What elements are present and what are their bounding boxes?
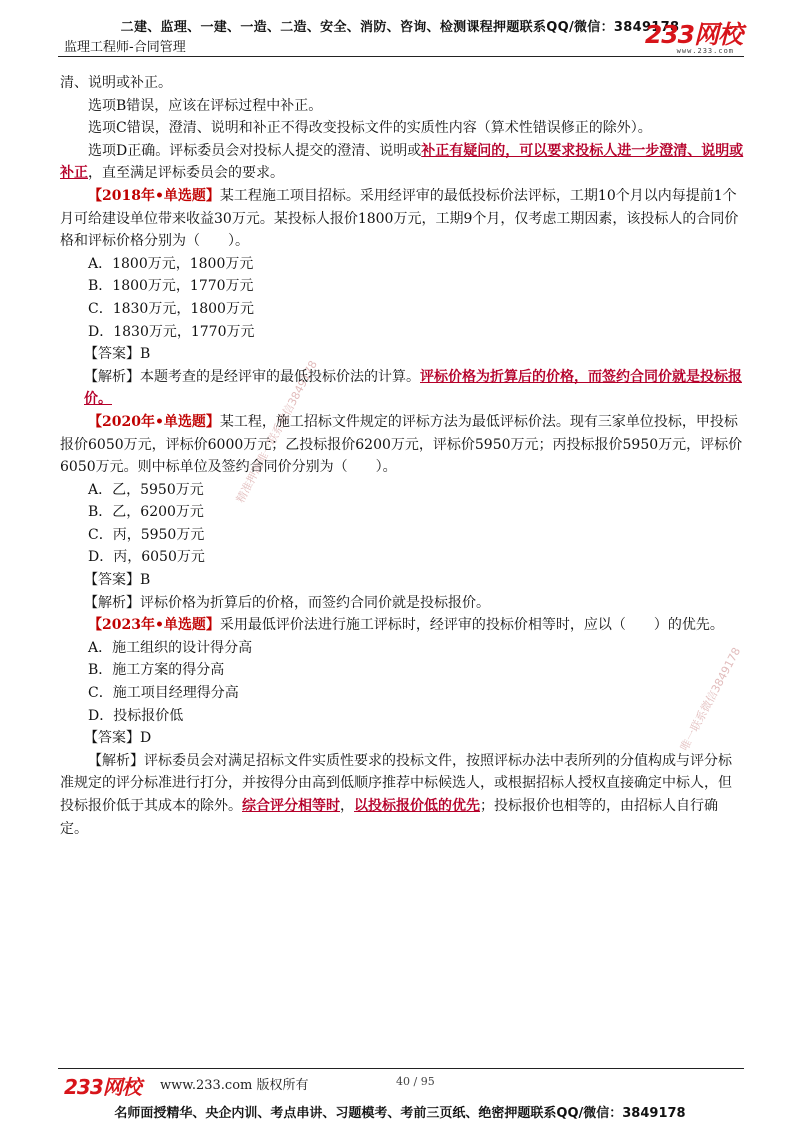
highlighted-text: 评标价格为折算后的价格，而签约合同价就是投标报价。 [84, 368, 742, 408]
option: A．1800万元，1800万元 [88, 255, 254, 272]
option: B．1800万元，1770万元 [88, 278, 254, 295]
answer: 【答案】D [84, 730, 152, 747]
answer: 【答案】B [84, 346, 151, 363]
question-tag: 【2018年•单选题】 [88, 187, 220, 204]
document-body [60, 72, 744, 840]
option: D．投标报价低 [88, 707, 184, 724]
question-text: 某工程施工项目招标。采用经评审的最低投标价法评标，工期10个月以内每提前1个月可给建设单位带来收益30万元。某投标人报价1800万元，工期9个月，仅考虑工期因素，该投标人的合同价格和评标价格分别为（ ）。 [60, 187, 739, 250]
question-stem [60, 411, 744, 479]
question-tag: 【2020年•单选题】 [88, 413, 220, 430]
answer: 【答案】B [84, 572, 151, 589]
text-run: 【解析】本题考查的是经评审的最低投标价法的计算。 [84, 368, 420, 385]
option: A．乙，5950万元 [88, 481, 204, 498]
brand-logo: 233网校 [644, 20, 742, 49]
text-run: ；投标报价也相等的，由招标人自行确定。 [60, 798, 718, 837]
footer-divider [58, 1068, 744, 1069]
question-stem [60, 614, 744, 637]
question-stem [60, 185, 744, 253]
brand-logo-url: www.233.com [676, 47, 734, 55]
header-divider [58, 56, 744, 57]
option: C．丙，5950万元 [88, 526, 205, 543]
analysis: 【解析】评标价格为折算后的价格，而签约合同价就是投标报价。 [84, 594, 490, 611]
option: C．施工项目经理得分高 [88, 685, 239, 702]
highlighted-text: 综合评分相等时 [242, 798, 340, 814]
footer-contact-line: 名师面授精华、央企内训、考点串讲、习题模考、考前三页纸、绝密押题联系QQ/微信：3849178 [114, 1106, 686, 1121]
question-text: 某工程，施工招标文件规定的评标方法为最低评标价法。现有三家单位投标，甲投标报价6050万元，评标价6000万元；乙投标报价6200万元，评标价5950万元；丙投标报价5950万元，评标价6050万元。则中标单位及签约合同价分别为（ ）。 [60, 413, 743, 476]
option: B．施工方案的得分高 [88, 662, 225, 679]
option: D．1830万元，1770万元 [88, 323, 255, 340]
highlighted-text: 以投标报价低的优先 [354, 798, 480, 814]
paragraph [60, 140, 744, 185]
paragraph: 选项B错误，应该在评标过程中补正。 [88, 97, 323, 114]
footer-copyright: www.233.com 版权所有 [160, 1078, 309, 1093]
watermark: 唯一联系微信3849178 [677, 645, 744, 754]
question-tag: 【2023年•单选题】 [88, 617, 220, 634]
option: B．乙，6200万元 [88, 504, 204, 521]
footer-brand-logo: 233网校 [64, 1075, 141, 1099]
text-run: ，直至满足评标委员会的要求。 [88, 165, 284, 182]
analysis [60, 366, 744, 411]
analysis [60, 750, 744, 840]
paragraph: 选项C错误，澄清、说明和补正不得改变投标文件的实质性内容（算术性错误修正的除外）。 [88, 120, 652, 137]
highlighted-text: 补正有疑问的，可以要求投标人进一步澄清、说明或补正 [60, 142, 744, 182]
question-text: 采用最低评价法进行施工评标时，经评审的投标价相等时，应以（ ）的优先。 [219, 617, 724, 634]
option: A．施工组织的设计得分高 [88, 639, 253, 656]
watermark: 精准押题唯一联系微信3849178 [233, 358, 320, 506]
header-contact-line: 二建、监理、一建、一造、二造、安全、消防、咨询、检测课程押题联系QQ/微信：3849178 [120, 20, 680, 35]
text-run: 【解析】评标委员会对满足招标文件实质性要求的投标文件，按照评标办法中表所列的分值构成与评分标准规定的评分标准进行打分，并按得分由高到低顺序推荐中标候选人，或根据招标人授权直接确定中标人，但投标报价低于其成本的除外。 [60, 752, 732, 814]
option: C．1830万元，1800万元 [88, 300, 254, 317]
text-run: 选项D正确。评标委员会对投标人提交的澄清、说明或 [88, 142, 422, 159]
paragraph: 清、说明或补正。 [60, 75, 172, 91]
option: D．丙，6050万元 [88, 549, 205, 566]
text-run: ， [340, 798, 354, 814]
page-number: 40 / 95 [396, 1075, 435, 1088]
document-subtitle: 监理工程师-合同管理 [64, 40, 186, 55]
